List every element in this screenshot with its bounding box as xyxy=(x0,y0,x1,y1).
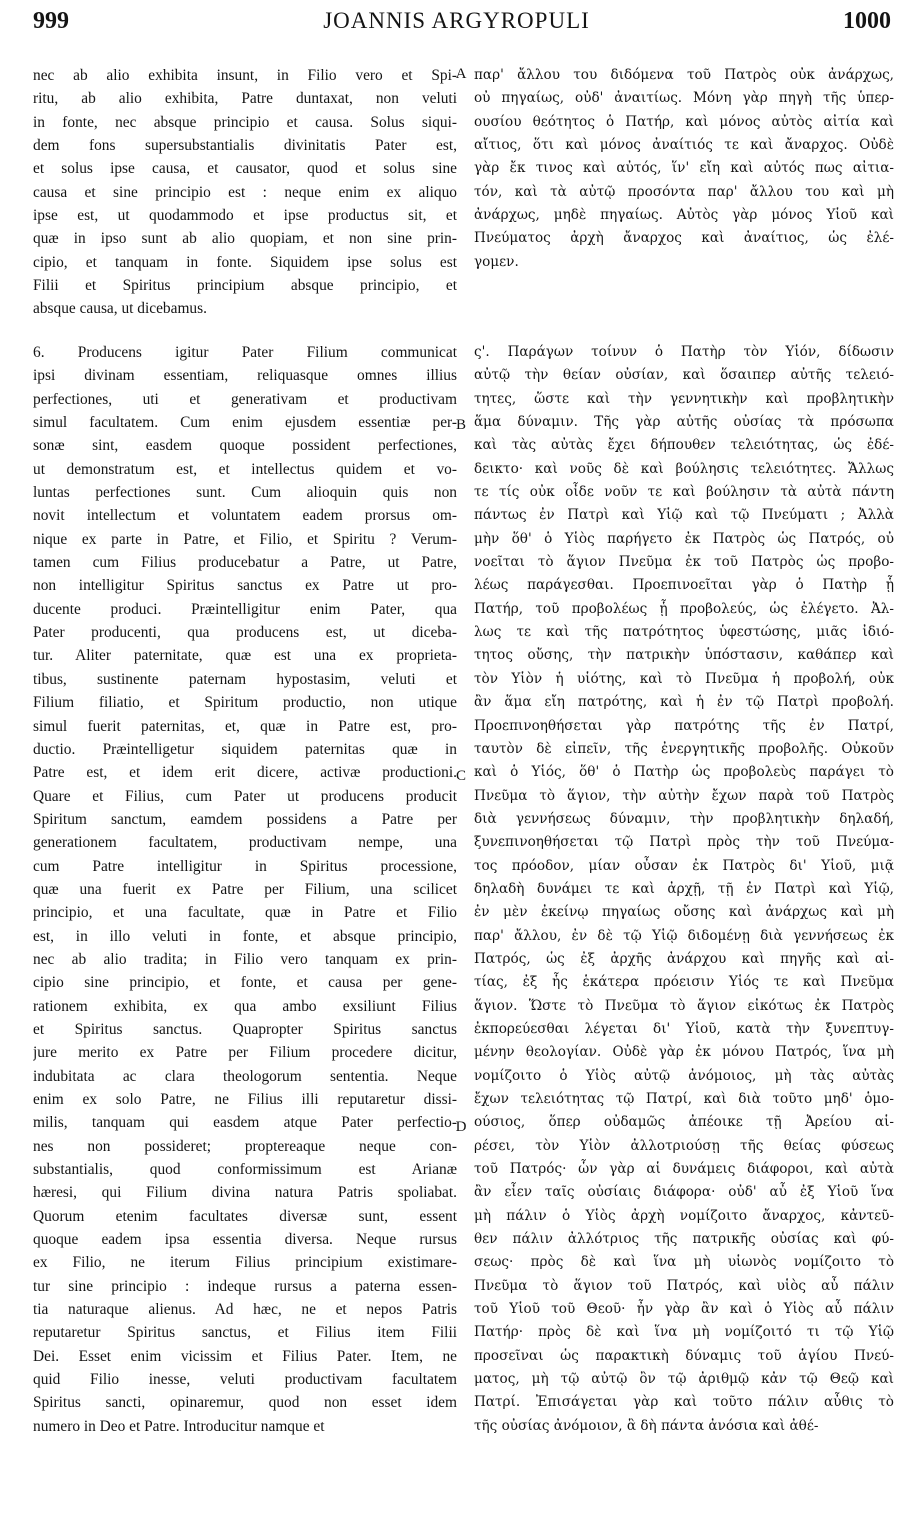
text-line: generationem facultatem, productivam nempe, una xyxy=(33,834,457,852)
text-line: τητες, ὥστε καὶ τὴν γεννητικὴν καὶ προβλητικὴν xyxy=(474,390,894,407)
text-line: nec ab alio exhibita insunt, in Filio vero et Spi- xyxy=(33,67,457,84)
text-line: ταυτὸν δὲ εἰπεῖν, τῆς ἐνεργητικῆς προβολῆς. Οὐκοῦν xyxy=(474,740,894,757)
text-line: reputaretur Spiritus sanctus, et Filius item Filii xyxy=(33,1324,457,1342)
text-line: λως τε καὶ τῆς πατρότητος ὑφεστώσης, μιᾶς ἰδιό- xyxy=(474,624,894,641)
text-line: ματος, μὴ τῷ αὐτῷ ὂν τῷ ἀριθμῷ κἀν τῷ Θεῷ καὶ xyxy=(474,1371,894,1388)
text-line: τίας, ἐξ ἧς ἑκάτερα πρόεισιν Υἱός τε καὶ Πνεῦμα xyxy=(474,974,894,991)
text-line: cipio, et tanquam in fonte. Siquidem ipse solus est xyxy=(33,253,457,271)
text-line: Πνεῦμα τὸ ἅγιον τοῦ Πατρός, καὶ υἱὸς αὖ πάλιν xyxy=(474,1277,894,1294)
text-line: ipse est, ut quodammodo et ipse productus sit, et xyxy=(33,207,457,225)
greek-paragraph-continuation xyxy=(474,64,894,274)
text-line: ipsi divinam essentiam, reliquasque omnes illius xyxy=(33,367,457,385)
text-line: διὰ γεννήσεως δύναμιν, τὴν προβλητικὴν δηλαδή, xyxy=(474,810,894,827)
text-line: rationem exhibita, ex qua ambo exsiliunt Filius xyxy=(33,997,457,1015)
text-line: γὰρ ἔκ τινος καὶ αὐτός, ἵν' εἴη καὶ αὐτός πως αἰτια- xyxy=(474,160,894,177)
text-line: νοεῖται τὸ ἅγιον Πνεῦμα ἐκ τοῦ Πατρὸς ὡς προβο- xyxy=(474,554,894,571)
text-line: ἂν εἶεν ταῖς οὐσίαις διάφορα· οὐδ' αὖ ἐξ Υἱοῦ ἵνα xyxy=(474,1184,894,1201)
text-line: ἂν ἅμα εἴη πατρότης, καὶ ἡ ἐν τῷ Πατρὶ προβολή. xyxy=(474,694,894,711)
latin-paragraph-6 xyxy=(33,341,457,1438)
text-line: ex Filio, ne iterum Filius principium existimare- xyxy=(33,1254,457,1272)
text-line: dem fons supersubstantialis divinitatis Pater est, xyxy=(33,137,457,155)
text-line: ἐν μὲν ἐκείνῳ πηγαίως οὔσης καὶ ἀνάρχως καὶ μὴ xyxy=(474,904,894,921)
text-line: Quorum etenim facultates diversæ sunt, essent xyxy=(33,1207,457,1225)
text-line: cum Patre intelligitur in Spiritus processione, xyxy=(33,857,457,875)
text-line: ουσίου θεότητος ὁ Πατήρ, καὶ μόνος αὐτὸς αἰτία καὶ xyxy=(474,113,894,130)
text-line: nique ex parte in Patre, et Filio, et Spiritu ? Verum- xyxy=(33,530,457,548)
text-line: causa et sine principio est : neque enim ex aliquo xyxy=(33,183,457,201)
text-line: et solus ipse causa, et causator, quod et solus sine xyxy=(33,160,457,178)
text-line: καὶ τὰς αὐτὰς ἔχει δήπουθεν τελειότητας, ὡς ἐδέ- xyxy=(474,437,894,454)
text-line: cipio sine principio, et fonte, et causa per gene- xyxy=(33,974,457,992)
text-line: Πνεῦμα τὸ ἅγιον, τὴν αὐτὴν ἔχων παρὰ τοῦ Πατρὸς xyxy=(474,787,894,804)
text-line: principio, et una facultate, quæ in Patre et Filio xyxy=(33,904,457,922)
text-line: Filii et Spiritus principium absque principio, et xyxy=(33,277,457,295)
text-line: simul facultatem. Cum enim ejusdem essentiæ per- xyxy=(33,414,457,432)
text-line: Πατήρ· πρὸς δὲ καὶ ἵνα μὴ νομίζοιτό τι τῷ Υἱῷ xyxy=(474,1324,894,1341)
text-line: substantialis, quod conformissimum est Arianæ xyxy=(33,1161,457,1179)
text-line: παρ' ἄλλου, ἐν δὲ τῷ Υἱῷ διδομένῃ διὰ γεννήσεως ἐκ xyxy=(474,927,894,944)
text-line: Patre est, et idem erit dicere, activæ productioni. xyxy=(33,764,457,782)
text-line: tamen cum Filius producebatur a Patre, ut Patre, xyxy=(33,554,457,572)
text-line: jure merito ex Patre per Filium procedere dicitur, xyxy=(33,1044,457,1062)
text-line: ἅμα δύναμιν. Τῆς γὰρ αὐτῆς οὐσίας τὰ πρόσωπα xyxy=(474,414,894,431)
text-line: μὴ πάλιν ὁ Υἱὸς ἀρχὴ νομίζοιτο ἄναρχος, κἀντεῦ- xyxy=(474,1207,894,1224)
text-line: αὐτῷ τὴν θείαν οὐσίαν, καὶ ὅσαιπερ αὐτῆς τελειό- xyxy=(474,367,894,384)
text-line: ρέσει, τὸν Υἱὸν ἀλλοτριούσῃ τῆς θείας φύσεως xyxy=(474,1137,894,1154)
right-page-number: 1000 xyxy=(843,8,891,34)
text-line: Pater producenti, qua producens est, ut diceba- xyxy=(33,624,457,642)
text-line: τόν, καὶ τὰ αὐτῷ προσόντα παρ' ἄλλου του καὶ μὴ xyxy=(474,183,894,200)
text-line: ούσιος, ὅπερ οὐδαμῶς ἀπέοικε τῇ Ἀρείου αἱ- xyxy=(474,1114,894,1131)
text-line: tia naturaque alienus. Ad hæc, ne et nepos Patris xyxy=(33,1301,457,1319)
text-line: ἀνάρχως, μηδὲ πηγαίως. Αὐτὸς γὰρ μόνος Υἱοῦ καὶ xyxy=(474,207,894,224)
section-marker-c: C xyxy=(455,768,466,784)
text-line: Προεπινοηθήσεται γὰρ πατρότης τῆς ἐν Πατρί, xyxy=(474,717,894,734)
text-line: τος πρόοδον, μίαν οὖσαν ἐκ Πατρὸς δι' Υἱοῦ, μιᾷ xyxy=(474,857,894,874)
text-line: τητος οὔσης, τὴν πατρικὴν ὑπόστασιν, καθάπερ καὶ xyxy=(474,647,894,664)
text-line: σεως· πρὸς δὲ καὶ ἵνα μὴ υἱωνὸς νομίζοιτο τὸ xyxy=(474,1254,894,1271)
text-line: ς'. Παράγων τοίνυν ὁ Πατὴρ τὸν Υἱόν, δίδωσιν xyxy=(474,344,894,360)
text-line: πάντως ἐν Πατρὶ καὶ Υἱῷ καὶ τῷ Πνεύματι ; Ἀλλὰ xyxy=(474,507,894,524)
text-line: δηλαδὴ δυνάμει τε καὶ ἀρχῇ, τῇ ἐν Πατρὶ καὶ Υἱῷ, xyxy=(474,880,894,897)
text-line: δεικτο· καὶ νοῦς δὲ καὶ βούλησις τελειότητες. Ἄλλως xyxy=(474,460,894,477)
text-line: τοῦ Πατρός· ὧν γὰρ αἱ δυνάμεις διάφοροι, καὶ αὐτὰ xyxy=(474,1161,894,1178)
text-line: ξυνεπινοηθήσεται τῷ Πατρὶ πρὸς τὴν τοῦ Πνεύμα- xyxy=(474,834,894,851)
text-line: 6. Producens igitur Pater Filium communicat xyxy=(33,344,457,361)
text-line: perfectiones, uti et generativam et productivam xyxy=(33,390,457,408)
text-line: ducente produci. Præintelligitur enim Pater, qua xyxy=(33,600,457,618)
text-line: et Spiritus sanctus. Quapropter Spiritus sanctus xyxy=(33,1020,457,1038)
text-line: milis, tanquam qui easdem atque Pater perfectio- xyxy=(33,1114,457,1132)
text-line: nec ab alio tradita; in Filio vero tanquam ex prin- xyxy=(33,950,457,968)
text-line: τῆς οὐσίας ἀνόμοιον, ἃ δὴ πάντα ἀνόσια καὶ ἀθέ- xyxy=(474,1417,819,1434)
text-line: quæ una fuerit ex Patre per Filium, una scilicet xyxy=(33,880,457,898)
text-line: αἴτιος, ὅτι καὶ μόνος ἀναίτιός τε καὶ ἄναρχος. Οὐδὲ xyxy=(474,137,894,154)
text-line: non intelligitur Spiritus sanctus ex Patre ut pro- xyxy=(33,577,457,595)
text-line: ἐκπορεύεσθαι λέγεται δι' Υἱοῦ, κατὰ τὴν ξυνεπτυγ- xyxy=(474,1020,894,1037)
text-line: μένην θεολογίαν. Οὐδὲ γὰρ ἐκ μόνου Πατρός, ἵνα μὴ xyxy=(474,1044,894,1061)
text-line: novit intellectum et voluntatem eadem prorsus om- xyxy=(33,507,457,525)
text-line: simul fuerit paternitas, et, quæ in Patre est, pro- xyxy=(33,717,457,735)
section-marker-a: A xyxy=(455,66,467,82)
text-line: προσεῖναι ὡς παρακτικὴ δύναμις τοῦ ἁγίου Πνεύ- xyxy=(474,1347,894,1364)
text-line: sonæ sint, easdem quoque possident perfectiones, xyxy=(33,437,457,455)
text-line: tur. Aliter paternitate, quæ est una ex proprieta- xyxy=(33,647,457,665)
text-line: Πατρί. Ἐπισάγεται γὰρ καὶ τοῦτο πάλιν αὖθις τὸ xyxy=(474,1394,894,1411)
text-line: Πατρός, ὡς ἐξ ἀρχῆς ἀνάρχου καὶ πηγῆς καὶ αἰ- xyxy=(474,950,894,967)
text-line: quæ in ipso sunt ab alio quopiam, et non sine prin- xyxy=(33,230,457,248)
text-line: absque causa, ut dicebamus. xyxy=(33,300,207,318)
text-line: Spiritum sanctum, eamdem possidens a Patre per xyxy=(33,810,457,828)
text-line: τε τίς οὐκ οἶδε νοῦν τε καὶ βούλησιν τὰ αὐτὰ πάντη xyxy=(474,484,894,501)
text-line: καὶ ὁ Υἱός, ὅθ' ὁ Πατὴρ ὡς προβολεὺς παράγει τὸ xyxy=(474,764,894,781)
page-header xyxy=(0,6,913,46)
text-line: λέως παράγεσθαι. Προεπινοεῖται γὰρ ὁ Πατὴρ ᾗ xyxy=(474,577,894,594)
text-line: ἅγιον. Ὥστε τὸ Πνεῦμα τὸ ἅγιον εἰκότως ἐκ Πατρὸς xyxy=(474,997,894,1014)
text-line: ductio. Præintelligetur siquidem paternitas quæ in xyxy=(33,740,457,758)
text-line: tibus, sustinente paternam hypostasim, veluti et xyxy=(33,670,457,688)
text-line: τοῦ Υἱοῦ τοῦ Θεοῦ· ἦν γὰρ ἂν καὶ ὁ Υἱὸς αὖ πάλιν xyxy=(474,1301,894,1318)
text-line: tur sine principio : indeque rursus a paterna essen- xyxy=(33,1277,457,1295)
text-line: Quare et Filius, cum Pater ut producens producit xyxy=(33,787,457,805)
text-line: indubitata ac clara theologorum sententia. Neque xyxy=(33,1067,457,1085)
text-line: παρ' ἄλλου του διδόμενα τοῦ Πατρὸς οὐκ ἀνάρχως, xyxy=(474,67,894,83)
text-line: luntas perfectiones sunt. Cum alioquin quis non xyxy=(33,484,457,502)
running-title: JOANNIS ARGYROPULI xyxy=(323,8,590,33)
section-marker-b: B xyxy=(455,417,466,433)
text-line: μὴν ὅθ' ὁ Υἱὸς παρήγετο ἐκ Πατρὸς ὡς Πατρός, οὐ xyxy=(474,530,894,547)
text-line: ritu, ab alio exhibita, Patre duntaxat, non veluti xyxy=(33,90,457,108)
text-line: νομίζοιτο ὁ Υἱὸς αὐτῷ ἀνόμοιος, μὴ τὰς αὐτὰς xyxy=(474,1067,894,1084)
text-line: ut demonstratum est, et intellectus quidem et vo- xyxy=(33,460,457,478)
text-line: οὐ πηγαίως, οὐδ' ἀναιτίως. Μόνη γὰρ πηγὴ τῆς ὑπερ- xyxy=(474,90,894,107)
text-line: θεν πάλιν ἀλλότριος τῆς πατρικῆς οὐσίας καὶ φύ- xyxy=(474,1231,894,1248)
text-line: est, in illo veluti in fonte, et absque principio, xyxy=(33,927,457,945)
latin-paragraph-continuation xyxy=(33,64,457,321)
text-line: Πατήρ, τοῦ προβολέως ᾗ προβολεύς, ὡς ἐλέγετο. Ἀλ- xyxy=(474,600,894,617)
text-line: nes non possideret; proptereaque neque con- xyxy=(33,1137,457,1155)
text-line: γομεν. xyxy=(474,253,519,270)
text-line: Spiritus sancti, opinaremur, quod non esset idem xyxy=(33,1394,457,1412)
text-line: in fonte, nec absque principio et causa. Solus siqui- xyxy=(33,113,457,131)
left-page-number: 999 xyxy=(33,8,69,34)
text-line: quoque eadem ipsa essentia diversa. Neque rursus xyxy=(33,1231,457,1249)
text-line: enim ex solo Patre, ne Filius illi reputaretur dissi- xyxy=(33,1091,457,1108)
text-line: Filium filiatio, et Spiritum productio, non utique xyxy=(33,694,457,712)
text-line: numero in Deo et Patre. Introducitur namque et xyxy=(33,1417,325,1435)
text-line: hæresi, qui Filium divina natura Patris spoliabat. xyxy=(33,1184,457,1202)
text-line: ἔχων τελειότητας τῷ Πατρί, καὶ διὰ τοῦτο μηδ' ὁμο- xyxy=(474,1091,894,1107)
text-line: Πνεύματος ἀρχὴ ἄναρχος καὶ ἀναίτιος, ὡς ἐλέ- xyxy=(474,230,894,247)
text-line: quid Filio inesse, veluti productivam facultatem xyxy=(33,1371,457,1389)
text-line: τὸν Υἱὸν ἡ υἱότης, καὶ τὸ Πνεῦμα ἡ προβολή, οὐκ xyxy=(474,670,894,687)
text-line: Dei. Esset enim vicissim et Filius Pater. Item, ne xyxy=(33,1347,457,1365)
greek-paragraph-6 xyxy=(474,341,894,1438)
section-marker-d: D xyxy=(455,1119,467,1135)
